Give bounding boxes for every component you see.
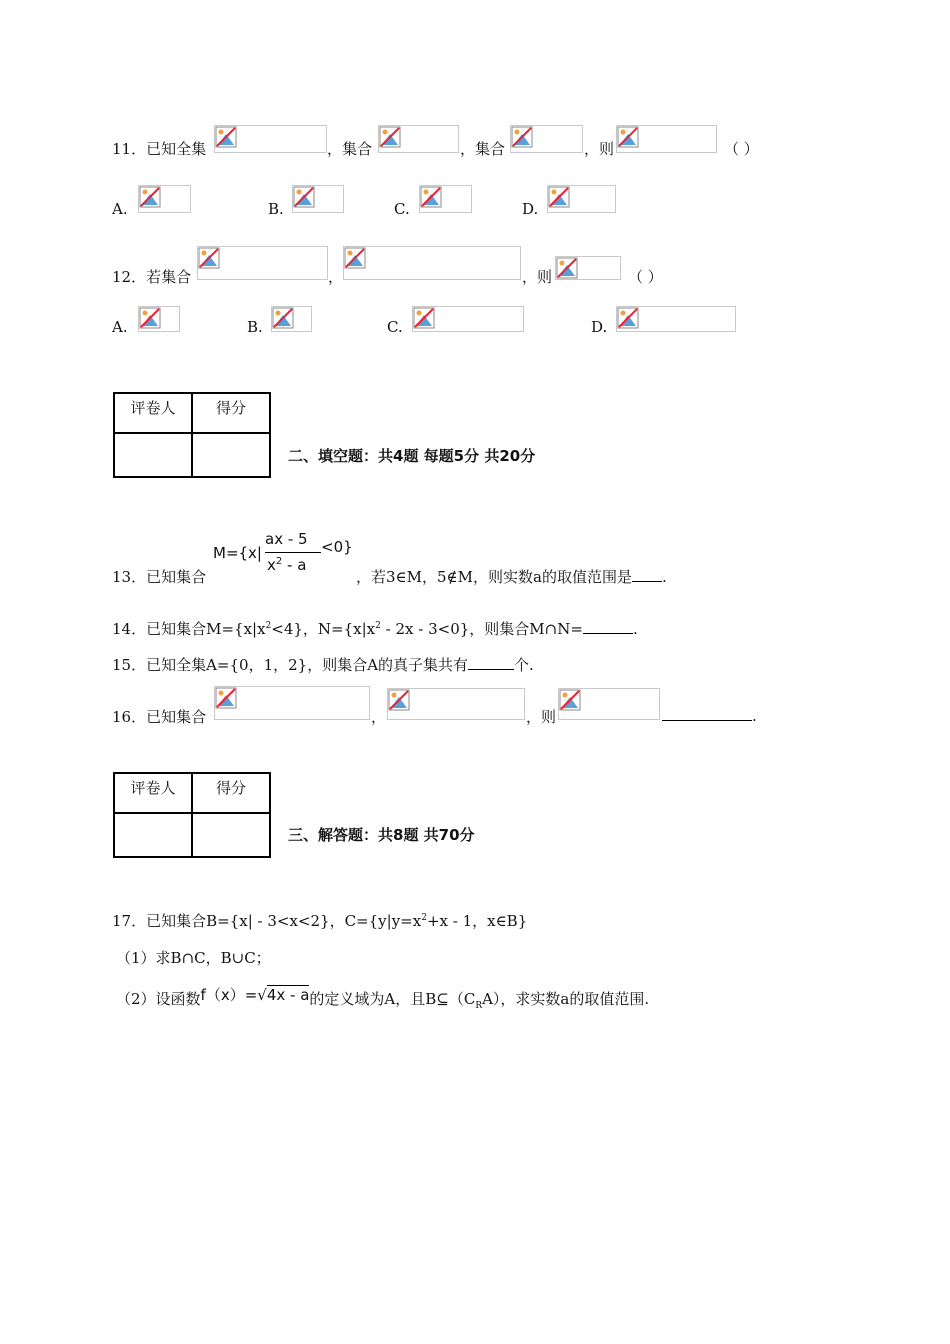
q17-sup: 2 — [421, 913, 427, 923]
q12-line — [112, 266, 191, 287]
q16-text-3: ，则 — [526, 708, 557, 726]
section-2-heading: 二、填空题：共4题 每题5分 共20分 — [288, 447, 536, 465]
q17-part-2-b: 的定义域为A，且B⊆（C — [309, 990, 476, 1008]
q16-end: . — [752, 707, 757, 725]
q11-option-a: A. — [112, 200, 128, 218]
broken-image-icon — [412, 306, 524, 332]
q13-end: . — [661, 568, 667, 586]
q13-text-2: ，若3∈M，5∉M，则实数a的取值范围是 — [356, 568, 632, 586]
q15-line — [112, 654, 534, 675]
q17-f-radicand: 4x - a — [266, 986, 310, 1004]
q13-formula-left: M={x| — [213, 544, 262, 562]
q11-text-3: ，集合 — [460, 140, 506, 158]
q11-text-2: ，集合 — [327, 140, 373, 158]
score-table-1 — [113, 392, 271, 478]
section-3-heading: 三、解答题：共8题 共70分 — [288, 826, 475, 844]
q16-line — [112, 706, 206, 727]
q12-answer-paren: （ ） — [628, 268, 663, 286]
broken-image-icon — [387, 688, 525, 720]
q13-text-1: 已知集合 — [146, 568, 207, 586]
q14-answer-blank[interactable] — [583, 619, 633, 634]
broken-image-icon — [271, 306, 312, 332]
q15-number: 15． — [112, 656, 147, 674]
score-header: 得分 — [192, 773, 270, 813]
q11-option-b: B. — [268, 200, 284, 218]
q12-option-b: B. — [247, 318, 263, 336]
q12-option-a: A. — [112, 318, 128, 336]
q17-number: 17． — [112, 912, 147, 930]
q16-answer-blank[interactable] — [662, 706, 752, 721]
q17-f-label: f（x）= — [200, 986, 258, 1004]
q16-text-1: 已知集合 — [146, 708, 207, 726]
q11-answer-paren: （ ） — [724, 140, 759, 158]
reviewer-header: 评卷人 — [114, 773, 192, 813]
score-cell — [192, 813, 270, 857]
q13-fraction-bar — [265, 552, 321, 553]
q13-line-2 — [356, 566, 667, 587]
q12-text-1: 若集合 — [146, 268, 192, 286]
q17-line — [112, 910, 527, 931]
q17-part-2-c: A），求实数a的取值范围. — [482, 990, 650, 1008]
q14-text-3: - 2x - 3<0}，则集合M∩N= — [380, 620, 583, 638]
q13-number: 13． — [112, 568, 147, 586]
q11-text-4: ，则 — [584, 140, 615, 158]
q14-sup-1: 2 — [265, 621, 272, 631]
q17-text-1: 已知集合B={x| - 3<x<2}，C={y|y=x — [146, 912, 422, 930]
q15-text-2: 个. — [514, 656, 534, 674]
q17-function-formula — [201, 986, 310, 1004]
q13-answer-blank[interactable] — [632, 567, 662, 582]
q17-part-2-a: （2）设函数 — [116, 990, 201, 1008]
q13-formula-denominator — [267, 556, 306, 574]
broken-image-icon — [378, 125, 459, 153]
q17-part-2 — [116, 988, 649, 1011]
broken-image-icon — [419, 185, 472, 213]
q17-part-1: （1）求B∩C，B∪C； — [116, 949, 271, 967]
q17-sqrt-sign: √ — [257, 986, 267, 1004]
q12-option-c: C. — [387, 318, 403, 336]
q16-number: 16． — [112, 708, 147, 726]
broken-image-icon — [214, 125, 327, 153]
broken-image-icon — [555, 256, 621, 280]
q11-option-c: C. — [394, 200, 410, 218]
q13-formula-right: <0} — [321, 538, 353, 556]
q12-number: 12． — [112, 268, 147, 286]
broken-image-icon — [616, 306, 736, 332]
q11-text-1: 已知全集 — [146, 140, 207, 158]
q12-option-d: D. — [591, 318, 608, 336]
q15-answer-blank[interactable] — [468, 655, 514, 670]
score-header: 得分 — [192, 393, 270, 433]
q14-text-2: <4}，N={x|x — [271, 620, 376, 638]
q13-den-exp: 2 — [275, 556, 283, 567]
q12-text-2: ， — [328, 268, 344, 286]
reviewer-header: 评卷人 — [114, 393, 192, 433]
q11-number: 11． — [112, 140, 147, 158]
q17-text-2: +x - 1，x∈B} — [426, 912, 528, 930]
reviewer-cell — [114, 813, 192, 857]
q11-line — [112, 138, 206, 159]
q14-line — [112, 618, 638, 639]
q11-option-d: D. — [522, 200, 539, 218]
broken-image-icon — [558, 688, 660, 720]
broken-image-icon — [197, 246, 328, 280]
reviewer-cell — [114, 433, 192, 477]
broken-image-icon — [138, 306, 180, 332]
q14-end: . — [632, 620, 638, 638]
broken-image-icon — [292, 185, 344, 213]
q13-formula-numerator: ax - 5 — [265, 530, 308, 548]
broken-image-icon — [547, 185, 616, 213]
broken-image-icon — [616, 125, 717, 153]
q14-number: 14． — [112, 620, 147, 638]
q17-part-2-sub: R — [475, 1001, 483, 1011]
broken-image-icon — [510, 125, 583, 153]
q14-sup-2: 2 — [375, 621, 381, 631]
q12-text-3: ，则 — [522, 268, 553, 286]
q13-den-x: x — [267, 556, 276, 574]
q14-text-1: 已知集合M={x|x — [146, 620, 266, 638]
q13-den-rest: - a — [282, 556, 307, 574]
score-table-2 — [113, 772, 271, 858]
q16-text-2: ， — [371, 708, 387, 726]
score-cell — [192, 433, 270, 477]
broken-image-icon — [214, 686, 370, 720]
broken-image-icon — [138, 185, 191, 213]
broken-image-icon — [343, 246, 521, 280]
q13-line — [112, 566, 206, 587]
q15-text-1: 已知全集A={0，1，2}，则集合A的真子集共有 — [146, 656, 469, 674]
q16-answer — [662, 706, 757, 725]
